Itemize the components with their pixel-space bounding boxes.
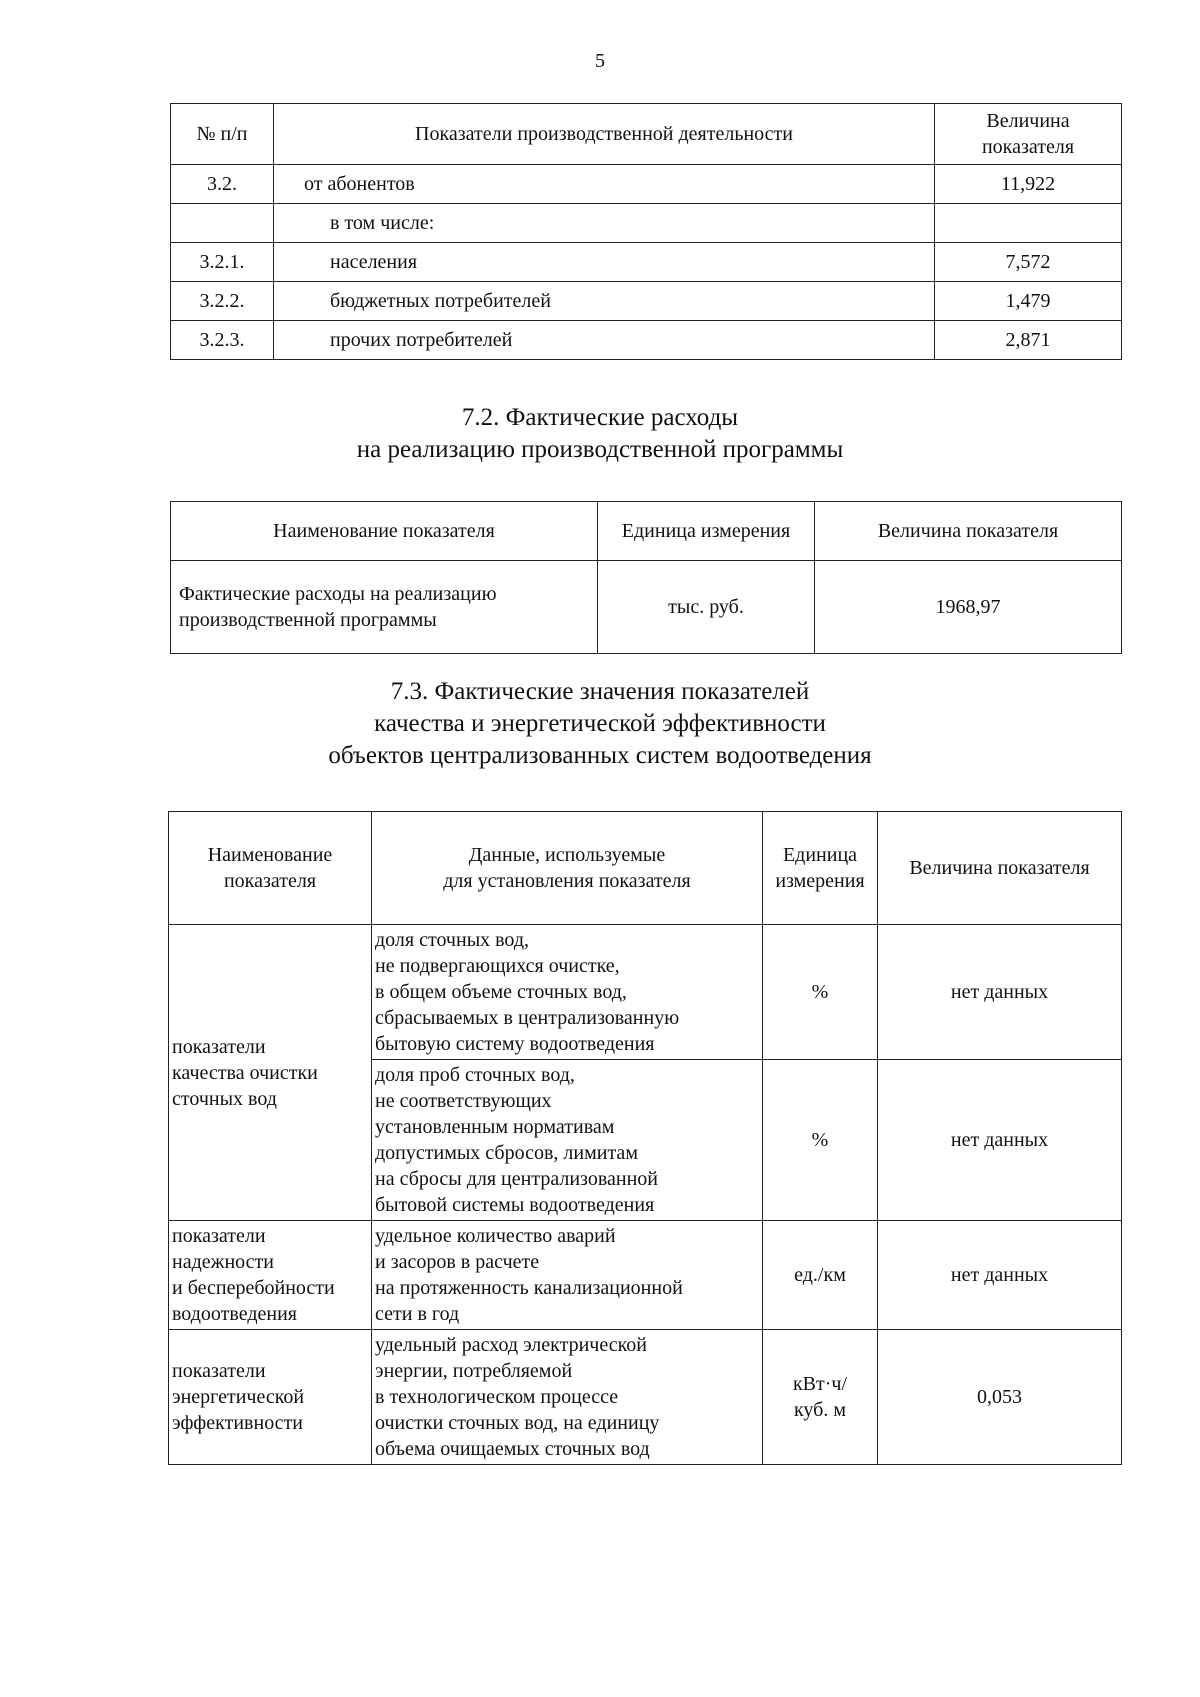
table-row — [169, 1330, 1122, 1465]
row-data — [372, 1221, 763, 1330]
row-number: 3.2.2. — [171, 282, 274, 321]
cell-line: показатели — [172, 1225, 266, 1247]
row-unit — [763, 925, 878, 1060]
header-unit: Единица измерения — [598, 502, 815, 561]
cell-line: энергетической — [172, 1386, 305, 1408]
group-name — [169, 1330, 372, 1465]
section-title-line: качества и энергетической эффективности — [374, 710, 826, 737]
cell-line: качества очистки — [172, 1061, 318, 1084]
header-unit — [763, 812, 878, 925]
table-row — [171, 321, 1122, 360]
cell-line: ед./км — [794, 1264, 846, 1286]
table-row — [169, 1221, 1122, 1330]
row-data — [372, 1330, 763, 1465]
cell-line: показатели — [172, 1360, 266, 1382]
row-number: 3.2. — [171, 165, 274, 204]
cell-line: и бесперебойности — [172, 1277, 335, 1299]
cell-line: в общем объеме сточных вод, — [375, 981, 627, 1003]
cell-line: удельный расход электрической — [375, 1334, 648, 1356]
header-name — [169, 812, 372, 925]
cell-line: % — [811, 1129, 829, 1151]
section-title-line: объектов централизованных систем водоотведения — [328, 742, 872, 769]
header-line: показателя — [223, 870, 317, 892]
row-value: нет данных — [878, 925, 1122, 1060]
header-indicator: Показатели производственной деятельности — [274, 104, 935, 165]
cell-line: на сбросы для централизованной — [375, 1168, 658, 1190]
row-data — [372, 925, 763, 1060]
table-header-row — [171, 502, 1122, 561]
cell-line: удельное количество аварий — [375, 1225, 616, 1247]
cell-line: показатели — [172, 1035, 266, 1058]
row-unit — [763, 1060, 878, 1221]
cell-line: эффективности — [172, 1412, 304, 1434]
section-7-3-title — [0, 676, 1200, 772]
row-number: 3.2.1. — [171, 243, 274, 282]
header-value: Величина показателя — [815, 502, 1122, 561]
row-data — [372, 1060, 763, 1221]
row-name: прочих потребителей — [274, 321, 935, 360]
cell-line: куб. м — [793, 1399, 846, 1421]
cell-line: и засоров в расчете — [375, 1251, 540, 1273]
row-value: 1,479 — [935, 282, 1122, 321]
section-7-2-title — [0, 402, 1200, 466]
table-row — [171, 165, 1122, 204]
table-header-row — [171, 104, 1122, 165]
cell-line: бытовой системы водоотведения — [375, 1194, 655, 1216]
table-row — [171, 561, 1122, 654]
cell-line: кВт·ч/ — [792, 1373, 848, 1395]
row-value: 11,922 — [935, 165, 1122, 204]
header-line: измерения — [775, 870, 865, 892]
cell-line: % — [811, 981, 829, 1003]
cell-line: объема очищаемых сточных вод — [375, 1438, 650, 1460]
header-line: для установления показателя — [443, 870, 691, 892]
header-value: Величина показателя — [935, 104, 1122, 165]
row-unit: тыс. руб. — [598, 561, 815, 654]
section-title-line: 7.3. Фактические значения показателей — [390, 678, 810, 705]
cell-line: доля проб сточных вод, — [375, 1064, 575, 1086]
cell-line: не соответствующих — [375, 1090, 552, 1112]
row-name-line: производственной программы — [179, 609, 437, 631]
header-number: № п/п — [171, 104, 274, 165]
cell-line: не подвергающихся очистке, — [375, 955, 620, 977]
header-line: Единица — [782, 844, 858, 866]
cell-line: водоотведения — [172, 1303, 297, 1325]
table-row — [169, 925, 1122, 1060]
row-value — [935, 204, 1122, 243]
row-name-line: Фактические расходы на реализацию — [179, 583, 497, 605]
header-data — [372, 812, 763, 925]
section-title-line: на реализацию производственной программы — [356, 436, 844, 463]
group-name — [169, 1221, 372, 1330]
production-indicators-table — [170, 103, 1122, 360]
quality-indicators-table — [168, 811, 1122, 1465]
header-name: Наименование показателя — [171, 502, 598, 561]
row-name: населения — [274, 243, 935, 282]
header-value: Величина показателя — [878, 812, 1122, 925]
table-row — [171, 282, 1122, 321]
row-name: от абонентов — [274, 165, 935, 204]
row-number — [171, 204, 274, 243]
row-unit — [763, 1221, 878, 1330]
header-line: Наименование — [207, 844, 333, 866]
row-value: 1968,97 — [815, 561, 1122, 654]
cell-line: энергии, потребляемой — [375, 1360, 573, 1382]
section-title-line: 7.2. Фактические расходы — [461, 404, 739, 431]
cell-line: в технологическом процессе — [375, 1386, 619, 1408]
row-value: нет данных — [878, 1060, 1122, 1221]
cell-line: сети в год — [375, 1303, 460, 1325]
table-row — [171, 204, 1122, 243]
cell-line: доля сточных вод, — [375, 929, 530, 951]
row-value: 0,053 — [878, 1330, 1122, 1465]
row-value: 2,871 — [935, 321, 1122, 360]
row-unit — [763, 1330, 878, 1465]
table-header-row — [169, 812, 1122, 925]
header-line: Данные, используемые — [468, 844, 666, 866]
row-number: 3.2.3. — [171, 321, 274, 360]
cell-line: бытовую систему водоотведения — [375, 1033, 655, 1055]
page-number: 5 — [595, 50, 605, 72]
row-value: нет данных — [878, 1221, 1122, 1330]
table-body — [169, 925, 1122, 1465]
cell-line: очистки сточных вод, на единицу — [375, 1412, 660, 1434]
row-value: 7,572 — [935, 243, 1122, 282]
cell-line: сбрасываемых в централизованную — [375, 1007, 680, 1029]
row-name: бюджетных потребителей — [274, 282, 935, 321]
table-row — [171, 243, 1122, 282]
row-name — [171, 561, 598, 654]
expenses-table — [170, 501, 1122, 654]
group-name — [169, 925, 372, 1221]
row-name: в том числе: — [274, 204, 935, 243]
cell-line: на протяженность канализационной — [375, 1277, 683, 1299]
cell-line: надежности — [172, 1251, 274, 1273]
cell-line: сточных вод — [172, 1087, 277, 1110]
cell-line: установленным нормативам — [375, 1116, 615, 1138]
cell-line: допустимых сбросов, лимитам — [375, 1142, 638, 1164]
